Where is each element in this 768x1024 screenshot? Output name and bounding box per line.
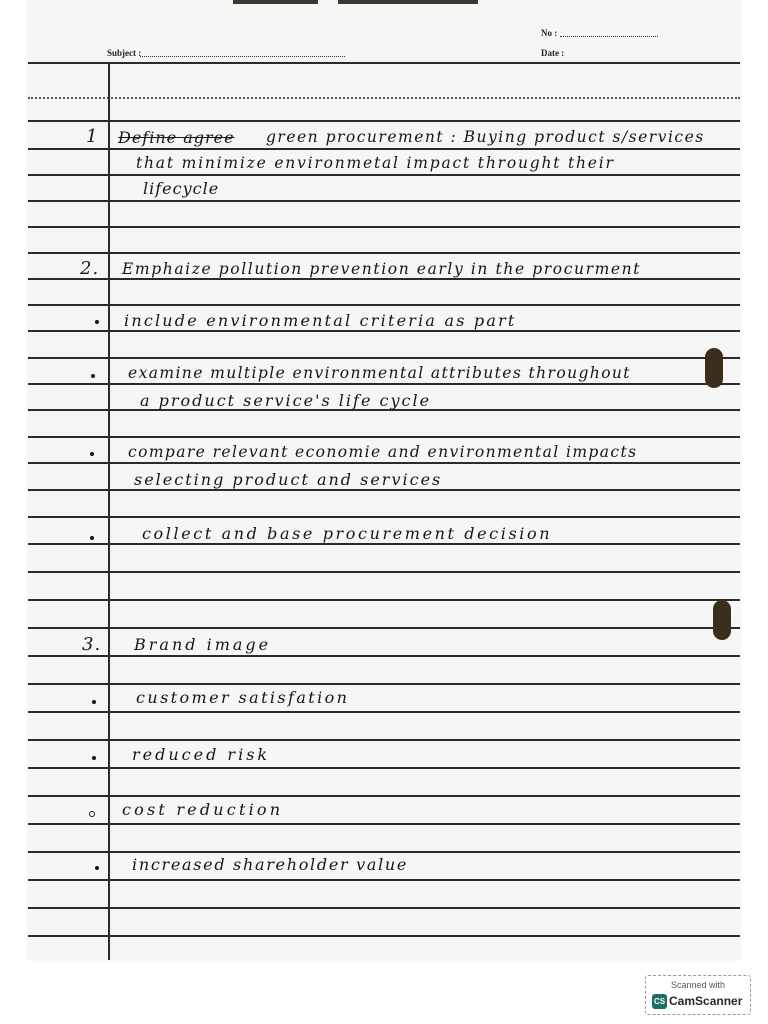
q2-bullet-line: examine multiple environmental attributes throughout [128,364,631,382]
subject-field [140,56,345,57]
bullet [92,700,96,704]
q2-heading: Emphaize pollution prevention early in the procurment [122,260,642,278]
margin-line [108,64,110,960]
date-label: Date : [541,48,565,58]
q1-line: that minimize environmetal impact throught their [136,154,615,172]
q3-heading: Brand image [134,635,272,654]
no-label: No : [541,28,558,38]
q3-bullet-item: reduced risk [132,745,271,764]
q1-number: 1 [86,126,99,147]
q3-bullet-item: increased shareholder value [132,855,409,874]
binding-strip [338,0,478,4]
q2-bullet-line: a product service's life cycle [140,391,432,410]
bullet [92,756,96,760]
bullet [95,866,99,870]
watermark-brand: CamScanner [669,994,743,1008]
q3-bullet-item: cost reduction [122,800,284,819]
subject-label: Subject : [107,48,142,58]
q2-bullet-line: include environmental criteria as part [124,311,517,330]
q1-line: lifecycle [143,179,220,198]
no-field [560,36,658,37]
camscanner-watermark [645,975,751,1015]
q2-number: 2. [80,258,100,279]
bullet [90,452,94,456]
bullet [95,320,99,324]
binder-hole [713,600,731,640]
q2-bullet-line: selecting product and services [134,470,443,489]
bullet [91,374,95,378]
q1-line: green procurement : Buying product s/services [266,128,705,146]
watermark-caption: Scanned with [670,980,726,990]
bullet [89,811,95,817]
q3-number: 3. [82,634,102,655]
q1-struck-text: Define agree [118,128,235,147]
binder-hole [705,348,723,388]
binding-strip [233,0,318,4]
bullet [90,536,94,540]
camscanner-logo-icon: CS [652,994,667,1009]
q2-bullet-line: collect and base procurement decision [142,524,553,543]
q2-bullet-line: compare relevant economie and environmental impacts [128,443,638,461]
q3-bullet-item: customer satisfation [136,688,350,707]
